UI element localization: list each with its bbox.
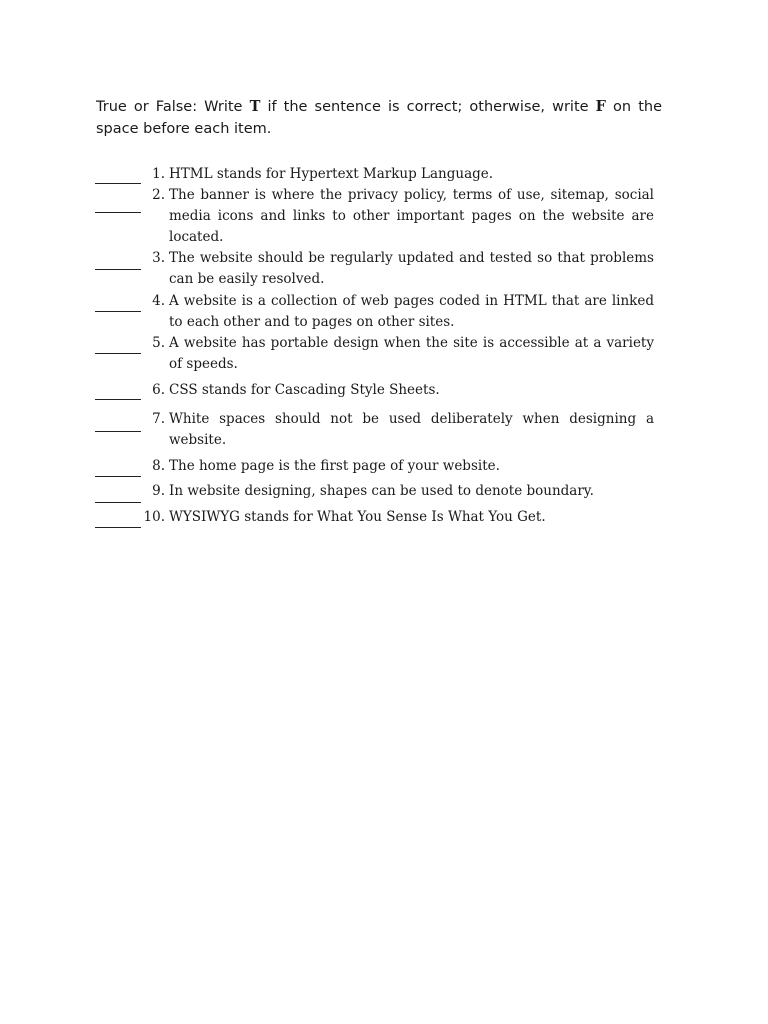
answer-blank-9[interactable] [95, 502, 141, 503]
question-text-8: The home page is the first page of your website. [169, 458, 500, 474]
question-text-6: CSS stands for Cascading Style Sheets. [169, 382, 440, 398]
question-text-4: A website is a collection of web pages coded in HTML that are linked to each other and to pages on other sites. [169, 293, 654, 330]
question-text-2: The banner is where the privacy policy, terms of use, sitemap, social media icons and links to other important pages on the website are located. [169, 187, 654, 245]
question-text-5: A website has portable design when the site is accessible at a variety of speeds. [169, 335, 654, 372]
question-number-1: 1. [152, 166, 165, 182]
instructions-prefix: True or False: Write [96, 99, 250, 115]
question-number-3: 3. [152, 250, 165, 266]
answer-blank-2[interactable] [95, 212, 141, 213]
answer-blank-3[interactable] [95, 269, 141, 270]
question-number-6: 6. [152, 382, 165, 398]
question-number-9: 9. [152, 483, 165, 499]
question-number-4: 4. [152, 293, 165, 309]
instructions [96, 96, 662, 140]
answer-blank-6[interactable] [95, 399, 141, 400]
answer-blank-8[interactable] [95, 476, 141, 477]
false-letter: F [595, 98, 606, 115]
answer-blank-4[interactable] [95, 311, 141, 312]
question-text-10: WYSIWYG stands for What You Sense Is What You Get. [169, 509, 546, 525]
question-number-7: 7. [152, 411, 165, 427]
question-number-10: 10. [143, 509, 165, 525]
answer-blank-7[interactable] [95, 431, 141, 432]
question-number-2: 2. [152, 187, 165, 203]
question-text-3: The website should be regularly updated and tested so that problems can be easily resolved. [169, 250, 654, 287]
question-number-5: 5. [152, 335, 165, 351]
question-text-7: White spaces should not be used deliberately when designing a website. [169, 411, 654, 448]
question-number-8: 8. [152, 458, 165, 474]
answer-blank-5[interactable] [95, 353, 141, 354]
question-text-9: In website designing, shapes can be used to denote boundary. [169, 483, 594, 499]
answer-blank-1[interactable] [95, 183, 141, 184]
true-letter: T [249, 98, 261, 115]
answer-blank-10[interactable] [95, 527, 141, 528]
instructions-suffix: on the space before each item. [96, 99, 663, 137]
instructions-middle: if the sentence is correct; otherwise, write [260, 99, 596, 115]
question-text-1: HTML stands for Hypertext Markup Language. [169, 166, 494, 182]
